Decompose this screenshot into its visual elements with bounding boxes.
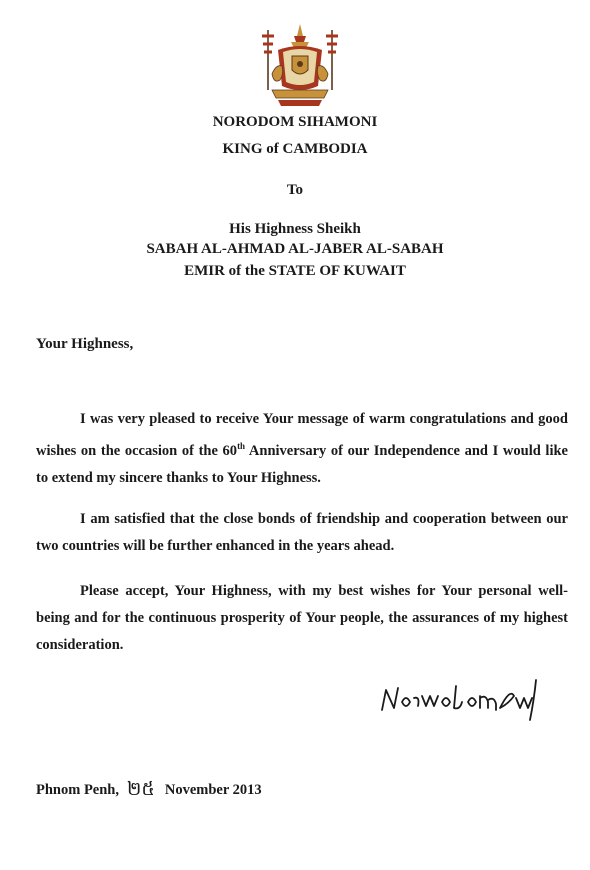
date-day-khmer: ២៥ [127, 779, 155, 800]
date-month-year: November 2013 [164, 782, 262, 798]
dateline [36, 776, 262, 804]
date-place: Phnom Penh, [36, 782, 119, 798]
paragraph-1-part-1: I was very pleased to receive Your message of warm congratulations and good wishes on the occasion of the 60 [36, 411, 568, 459]
handwritten-signature [376, 676, 546, 722]
paragraph-3: Please accept, Your Highness, with my best wishes for Your personal well-being and for the continuous prosperity of Your people, the assurances of my highest consideration. [36, 583, 568, 653]
sender-name: NORODOM SIHAMONI [212, 114, 378, 130]
ordinal-suffix: th [237, 441, 246, 451]
recipient-title: EMIR of the STATE OF KUWAIT [184, 263, 406, 279]
paragraph-1-part-2: Anniversary of our Independence and I would like to extend my sincere thanks to Your Highness. [36, 442, 568, 486]
salutation: Your Highness, [36, 336, 134, 352]
recipient-honorific: His Highness Sheikh [229, 221, 361, 237]
paragraph-1 [36, 406, 568, 492]
recipient-name: SABAH AL-AHMAD AL-JABER AL-SABAH [146, 241, 444, 257]
royal-coat-of-arms-icon [258, 22, 342, 110]
sender-title: KING of CAMBODIA [222, 141, 368, 157]
to-label: To [286, 182, 304, 198]
paragraph-2: I am satisfied that the close bonds of friendship and cooperation between our two countries will be further enhanced in the years ahead. [36, 511, 568, 554]
